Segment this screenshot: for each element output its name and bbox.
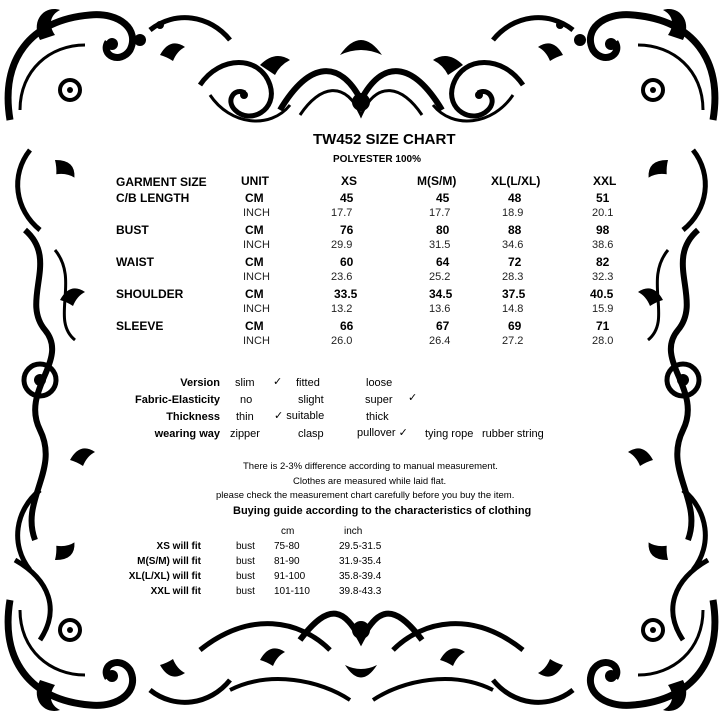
cell-value: 28.3 [502, 271, 524, 283]
guide-part: bust [236, 571, 255, 582]
attr-label-elasticity: Fabric-Elasticity [135, 394, 220, 406]
cell-value: 34.5 [429, 287, 453, 301]
cell-value: 48 [508, 191, 522, 205]
cell-value: 32.3 [592, 271, 614, 283]
cell-value: 72 [508, 255, 522, 269]
cell-value: 64 [436, 255, 450, 269]
attr-label-wearing-way: wearing way [154, 428, 220, 440]
unit-inch: INCH [243, 239, 270, 251]
cell-value: 67 [436, 319, 450, 333]
cell-value: 45 [436, 191, 450, 205]
note-line: There is 2-3% difference according to manual measurement. [243, 461, 498, 472]
cell-value: 29.9 [331, 239, 353, 251]
cell-value: 40.5 [590, 287, 614, 301]
row-label-cb-length: C/B LENGTH [116, 191, 190, 205]
cell-value: 28.0 [592, 335, 614, 347]
cell-value: 31.5 [429, 239, 451, 251]
guide-size: M(S/M) will fit [137, 556, 201, 567]
row-label-sleeve: SLEEVE [116, 319, 164, 333]
guide-part: bust [236, 541, 255, 552]
cell-value: 25.2 [429, 271, 451, 283]
guide-size: XL(L/XL) will fit [128, 571, 201, 582]
cell-value: 38.6 [592, 239, 614, 251]
unit-inch: INCH [243, 335, 270, 347]
cell-value: 66 [340, 319, 354, 333]
cell-value: 88 [508, 223, 522, 237]
cell-value: 26.4 [429, 335, 451, 347]
header-garment-size: GARMENT SIZE [116, 175, 207, 189]
cell-value: 60 [340, 255, 354, 269]
attr-option: thin [236, 411, 254, 423]
unit-cm: CM [245, 319, 264, 333]
cell-value: 34.6 [502, 239, 524, 251]
attr-option: loose [366, 377, 393, 389]
guide-part: bust [236, 586, 255, 597]
cell-value: 17.7 [429, 207, 451, 219]
attr-option: pullover ✓ [357, 427, 408, 439]
unit-inch: INCH [243, 207, 270, 219]
chart-title: TW452 SIZE CHART [313, 131, 456, 148]
guide-inch: 39.8-43.3 [339, 586, 382, 597]
attr-option: slim [235, 377, 255, 389]
cell-value: 18.9 [502, 207, 524, 219]
attr-option: zipper [230, 428, 260, 440]
attr-option: tying rope [425, 428, 474, 440]
header-size-m: M(S/M) [417, 174, 457, 188]
guide-cm: 81-90 [274, 556, 300, 567]
guide-inch: 31.9-35.4 [339, 556, 382, 567]
cell-value: 26.0 [331, 335, 353, 347]
unit-cm: CM [245, 255, 264, 269]
note-line: Clothes are measured while laid flat. [293, 476, 447, 487]
header-unit: UNIT [241, 174, 269, 188]
unit-cm: CM [245, 287, 264, 301]
guide-inch: 35.8-39.4 [339, 571, 382, 582]
guide-header-cm: cm [281, 526, 295, 537]
note-line: please check the measurement chart carefully before you buy the item. [216, 490, 515, 501]
header-size-xl: XL(L/XL) [491, 174, 541, 188]
cell-value: 27.2 [502, 335, 524, 347]
attr-option: thick [366, 411, 389, 423]
cell-value: 23.6 [331, 271, 353, 283]
attr-label-version: Version [180, 377, 220, 389]
cell-value: 13.2 [331, 303, 353, 315]
attr-option: clasp [298, 428, 324, 440]
guide-cm: 75-80 [274, 541, 300, 552]
unit-cm: CM [245, 191, 264, 205]
cell-value: 33.5 [334, 287, 358, 301]
attr-option: super [365, 394, 393, 406]
guide-size: XS will fit [156, 541, 201, 552]
attr-option: fitted [296, 377, 320, 389]
cell-value: 15.9 [592, 303, 614, 315]
check-icon: ✓ [273, 376, 283, 388]
cell-value: 37.5 [502, 287, 526, 301]
guide-size: XXL will fit [150, 586, 201, 597]
check-icon: ✓ [408, 392, 418, 404]
attr-option: ✓ suitable [274, 410, 325, 422]
cell-value: 98 [596, 223, 610, 237]
unit-inch: INCH [243, 271, 270, 283]
cell-value: 51 [596, 191, 610, 205]
cell-value: 20.1 [592, 207, 614, 219]
cell-value: 69 [508, 319, 522, 333]
cell-value: 17.7 [331, 207, 353, 219]
cell-value: 82 [596, 255, 610, 269]
guide-header-inch: inch [344, 526, 363, 537]
buying-guide-title: Buying guide according to the characteristics of clothing [233, 505, 532, 517]
unit-inch: INCH [243, 303, 270, 315]
attr-option: rubber string [482, 428, 544, 440]
cell-value: 14.8 [502, 303, 524, 315]
header-size-xxl: XXL [593, 174, 617, 188]
row-label-waist: WAIST [116, 255, 154, 269]
row-label-shoulder: SHOULDER [116, 287, 184, 301]
guide-cm: 101-110 [274, 586, 310, 597]
attr-option: slight [298, 394, 324, 406]
cell-value: 13.6 [429, 303, 451, 315]
material-label: POLYESTER 100% [333, 154, 422, 165]
cell-value: 80 [436, 223, 450, 237]
unit-cm: CM [245, 223, 264, 237]
header-size-xs: XS [341, 174, 358, 188]
cell-value: 45 [340, 191, 354, 205]
attr-label-thickness: Thickness [166, 411, 220, 423]
guide-cm: 91-100 [274, 571, 306, 582]
cell-value: 71 [596, 319, 610, 333]
cell-value: 76 [340, 223, 354, 237]
row-label-bust: BUST [116, 223, 149, 237]
attr-option: no [240, 394, 253, 406]
guide-part: bust [236, 556, 255, 567]
guide-inch: 29.5-31.5 [339, 541, 382, 552]
